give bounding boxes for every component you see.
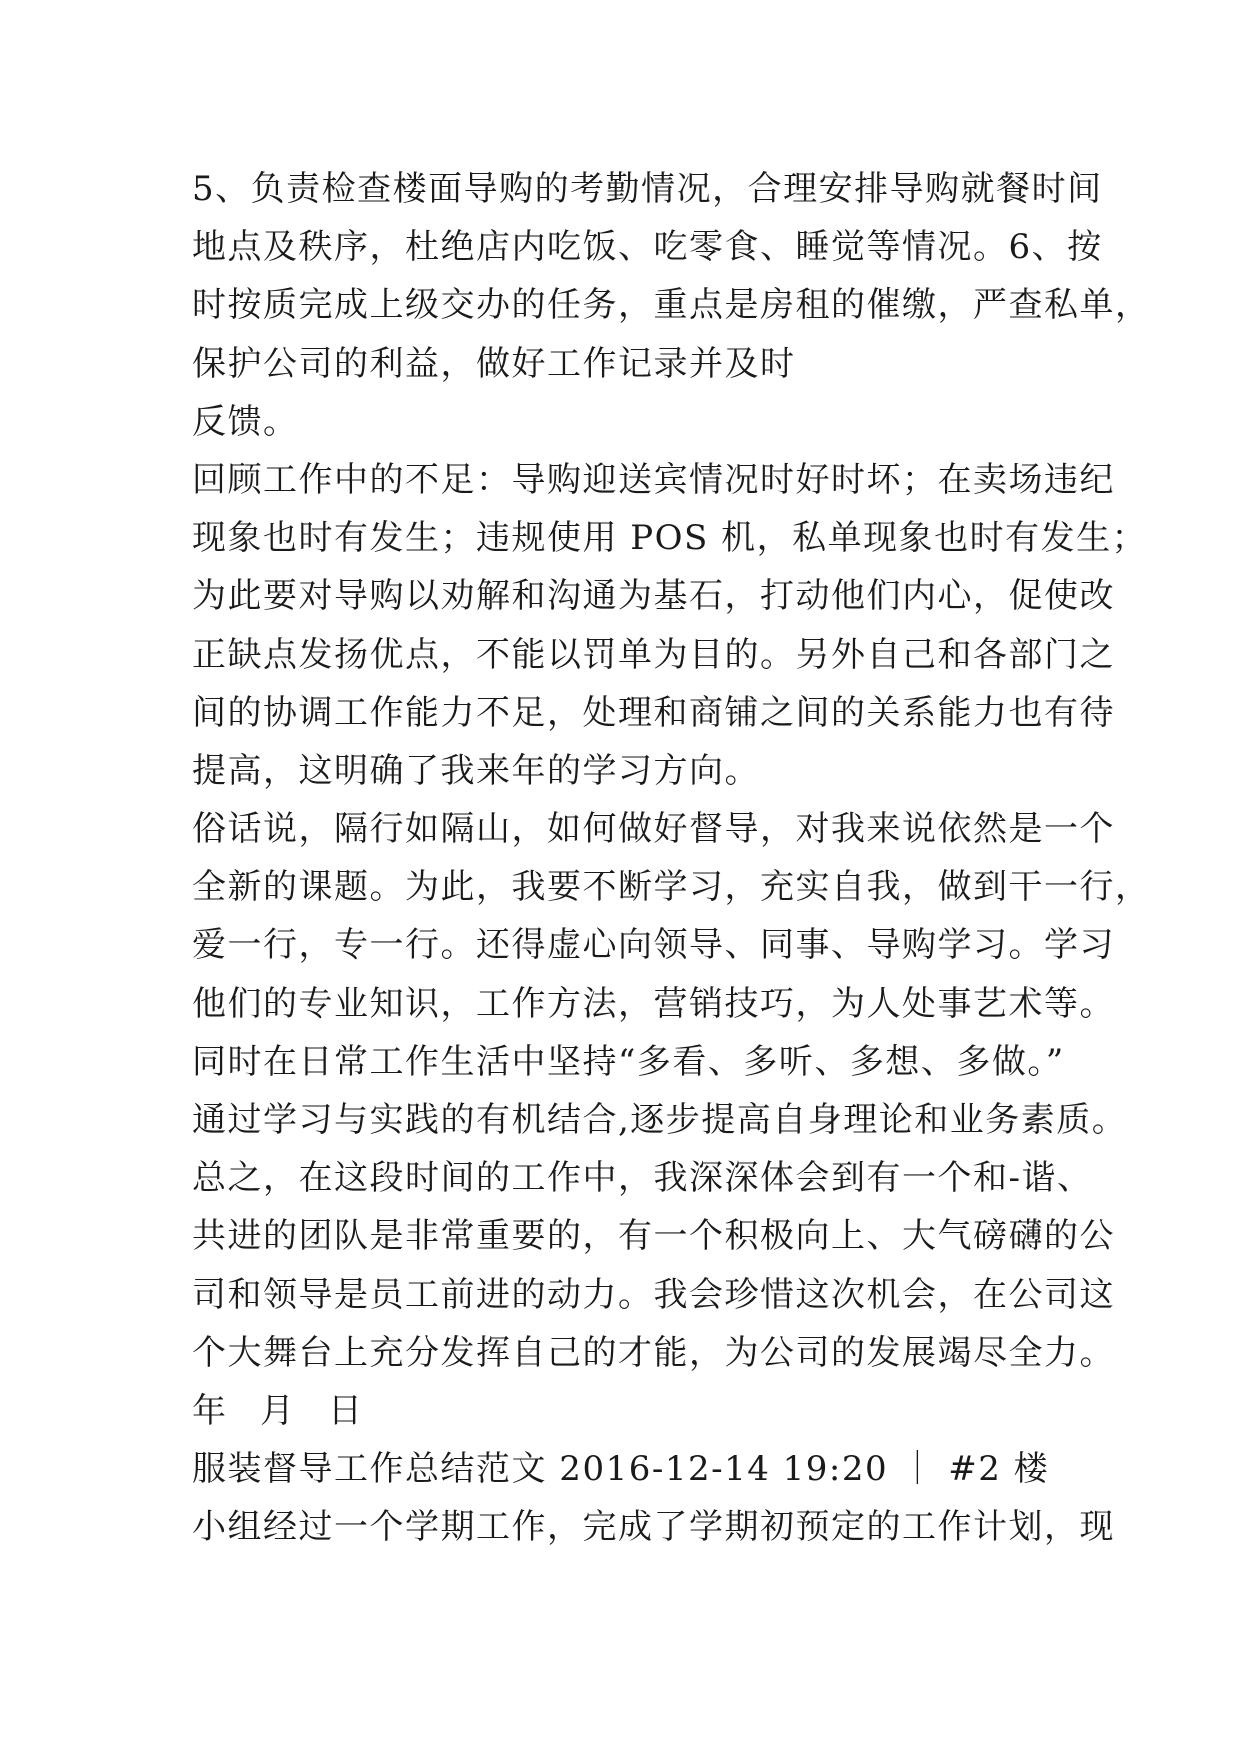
text-line: 提高，这明确了我来年的学习方向。 <box>192 750 760 791</box>
text-line: 现象也时有发生；违规使用 POS 机，私单现象也时有发生； <box>192 518 1148 559</box>
date-month: 月 <box>260 1390 294 1431</box>
text-line: 时按质完成上级交办的任务，重点是房租的催缴，严查私单， <box>192 285 1151 326</box>
text-line: 他们的专业知识，工作方法，营销技巧，为人处事艺术等。 <box>192 983 1115 1024</box>
text-line: 全新的课题。为此，我要不断学习，充实自我，做到干一行， <box>192 867 1151 908</box>
text-line: 回顾工作中的不足：导购迎送宾情况时好时坏；在卖场违纪 <box>192 459 1115 500</box>
text-line: 5、负责检查楼面导购的考勤情况，合理安排导购就餐时间 <box>192 169 1103 209</box>
document-body <box>192 160 1151 1557</box>
post-header: 服装督导工作总结范文 2016-12-14 19:20 ｜ #2 楼 <box>192 1449 1050 1490</box>
text-line: 保护公司的利益，做好工作记录并及时 <box>192 343 796 384</box>
text-line: 个大舞台上充分发挥自己的才能，为公司的发展竭尽全力。 <box>192 1332 1115 1373</box>
text-line: 通过学习与实践的有机结合,逐步提高自身理论和业务素质。 <box>192 1100 1128 1140</box>
date-day: 日 <box>328 1390 362 1431</box>
text-line: 共进的团队是非常重要的，有一个积极向上、大气磅礴的公 <box>192 1216 1115 1257</box>
text-line: 间的协调工作能力不足，处理和商铺之间的关系能力也有待 <box>192 692 1115 733</box>
text-line: 地点及秩序，杜绝店内吃饭、吃零食、睡觉等情况。6、按 <box>192 227 1103 268</box>
text-line: 同时在日常工作生活中坚持“多看、多听、多想、多做。” <box>192 1041 1065 1082</box>
text-line: 爱一行，专一行。还得虚心向领导、同事、导购学习。学习 <box>192 925 1115 966</box>
text-line: 正缺点发扬优点，不能以罚单为目的。另外自己和各部门之 <box>192 634 1115 675</box>
text-line: 反馈。 <box>192 401 299 442</box>
date-line <box>192 1382 1072 1440</box>
text-line: 俗话说，隔行如隔山，如何做好督导，对我来说依然是一个 <box>192 809 1115 850</box>
date-year: 年 <box>192 1390 226 1431</box>
text-line: 总之，在这段时间的工作中，我深深体会到有一个和-谐、 <box>192 1158 1093 1199</box>
text-line: 为此要对导购以劝解和沟通为基石，打动他们内心，促使改 <box>192 576 1115 617</box>
text-line: 小组经过一个学期工作，完成了学期初预定的工作计划，现 <box>192 1507 1115 1548</box>
text-line: 司和领导是员工前进的动力。我会珍惜这次机会，在公司这 <box>192 1274 1115 1315</box>
